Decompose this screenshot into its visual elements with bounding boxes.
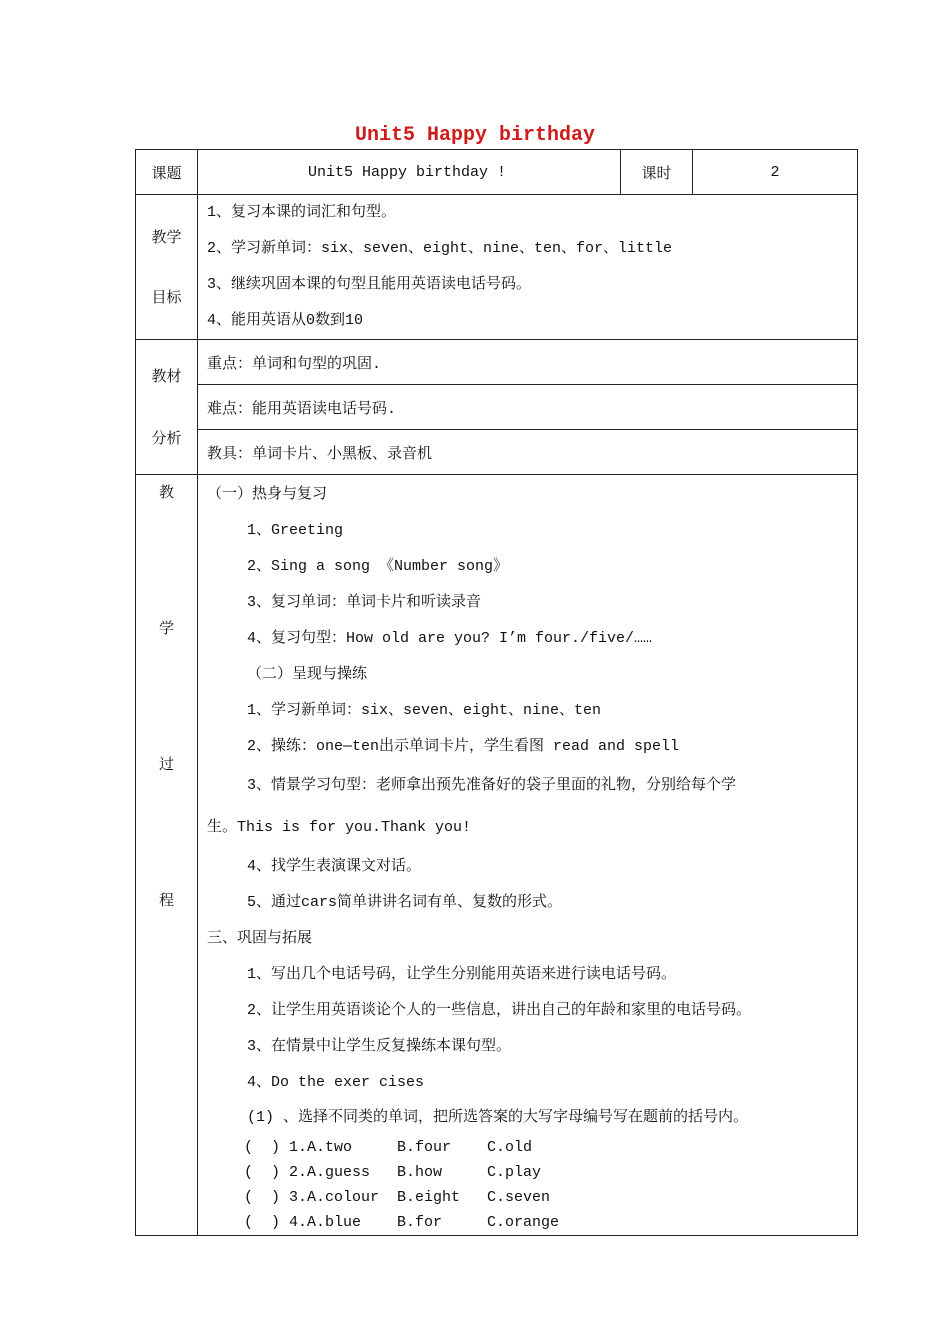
goals-row xyxy=(136,195,858,340)
process-row xyxy=(136,475,858,1236)
goals-label xyxy=(136,195,198,340)
process-line: 2、Sing a song 《Number song》 xyxy=(247,558,509,575)
header-row xyxy=(136,150,858,195)
analysis-label xyxy=(136,340,198,475)
key-point: 重点：单词和句型的巩固. xyxy=(198,340,858,385)
process-label-char: 教 xyxy=(158,483,174,501)
period-value: 2 xyxy=(693,150,858,195)
process-line: 生。This is for you.Thank you! xyxy=(207,819,472,836)
process-line: 1、Greeting xyxy=(247,522,344,539)
process-content xyxy=(198,475,858,1236)
topic-value: Unit5 Happy birthday ! xyxy=(198,150,621,195)
process-line: (1) 、选择不同类的单词，把所选答案的大写字母编号写在题前的括号内。 xyxy=(247,1109,749,1126)
exercise-item: ( ) 3.A.colour B.eight C.seven xyxy=(244,1189,551,1206)
process-line: 4、复习句型：How old are you? I’m four./five/…… xyxy=(247,630,653,647)
goals-label-line1: 教学 xyxy=(151,228,182,246)
process-line: （一）热身与复习 xyxy=(207,486,328,503)
process-line: 4、找学生表演课文对话。 xyxy=(247,858,422,875)
difficulty: 难点：能用英语读电话号码. xyxy=(198,385,858,430)
process-line: 三、巩固与拓展 xyxy=(207,930,313,947)
process-line: 5、通过cars简单讲讲名词有单、复数的形式。 xyxy=(247,894,563,911)
analysis-row-key xyxy=(136,340,858,385)
goal-item: 4、能用英语从0数到10 xyxy=(207,312,364,329)
process-line: 3、情景学习句型：老师拿出预先准备好的袋子里面的礼物，分别给每个学 xyxy=(247,777,737,794)
goals-label-line2: 目标 xyxy=(151,288,182,306)
exercise-item: ( ) 4.A.blue B.for C.orange xyxy=(244,1214,560,1231)
lesson-plan-table xyxy=(135,149,858,1236)
process-line: 4、Do the exer cises xyxy=(247,1074,425,1091)
process-line: 1、学习新单词：six、seven、eight、nine、ten xyxy=(247,702,602,719)
process-line: 1、写出几个电话号码，让学生分别能用英语来进行读电话号码。 xyxy=(247,966,677,983)
process-line: 2、让学生用英语谈论个人的一些信息，讲出自己的年龄和家里的电话号码。 xyxy=(247,1002,752,1019)
document-title: Unit5 Happy birthday xyxy=(354,124,596,147)
analysis-label-line2: 分析 xyxy=(151,429,182,447)
exercise-item: ( ) 1.A.two B.four C.old xyxy=(244,1139,533,1156)
analysis-label-line1: 教材 xyxy=(151,367,182,385)
process-line: 2、操练：one—ten出示单词卡片，学生看图 read and spell xyxy=(247,738,680,755)
topic-label: 课题 xyxy=(136,150,198,195)
goal-item: 2、学习新单词：six、seven、eight、nine、ten、for、little xyxy=(207,240,673,257)
exercise-list xyxy=(198,1135,857,1235)
process-line: （二）呈现与操练 xyxy=(247,666,368,683)
exercise-item: ( ) 2.A.guess B.how C.play xyxy=(244,1164,542,1181)
goals-list xyxy=(198,195,858,340)
process-line: 3、在情景中让学生反复操练本课句型。 xyxy=(247,1038,512,1055)
goal-item: 3、继续巩固本课的句型且能用英语读电话号码。 xyxy=(207,276,532,293)
goal-item: 1、复习本课的词汇和句型。 xyxy=(207,204,397,221)
period-label: 课时 xyxy=(621,150,693,195)
process-label-char: 程 xyxy=(158,891,174,909)
teaching-tools: 教具：单词卡片、小黑板、录音机 xyxy=(198,430,858,475)
process-label xyxy=(136,475,198,1236)
process-label-char: 过 xyxy=(158,755,174,773)
analysis-row-tools xyxy=(136,430,858,475)
analysis-row-difficulty xyxy=(136,385,858,430)
process-label-char: 学 xyxy=(158,619,174,637)
process-line: 3、复习单词：单词卡片和听读录音 xyxy=(247,594,482,611)
